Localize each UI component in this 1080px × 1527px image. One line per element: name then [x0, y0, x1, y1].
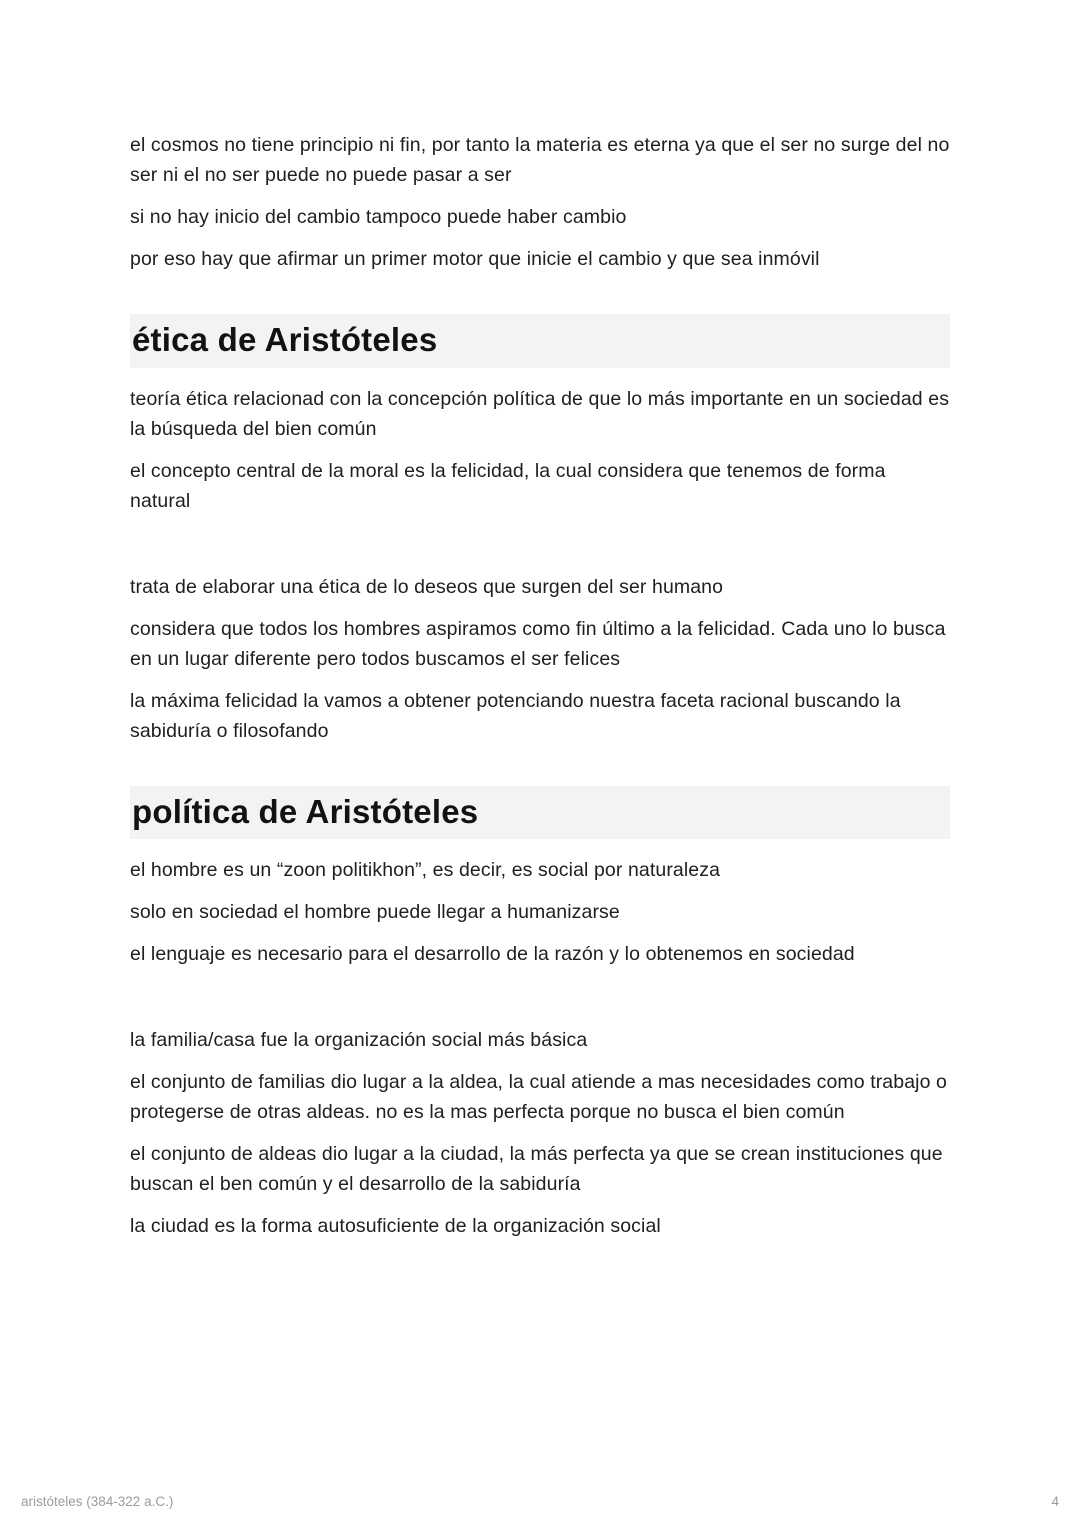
- paragraph: el hombre es un “zoon politikhon”, es decir, es social por naturaleza: [130, 859, 721, 882]
- section-etica: [130, 314, 950, 746]
- section-politica: [130, 786, 950, 1242]
- paragraph: si no hay inicio del cambio tampoco puede haber cambio: [130, 206, 627, 228]
- paragraph: trata de elaborar una ética de lo deseos que surgen del ser humano: [130, 575, 724, 598]
- paragraph: el concepto central de la moral es la felicidad, la cual considera que tenemos de forma natural: [130, 459, 886, 512]
- paragraph: el conjunto de familias dio lugar a la aldea, la cual atiende a mas necesidades como trabajo o protegerse de otras aldeas. no es la mas perfecta porque no busca el bien común: [130, 1071, 947, 1124]
- paragraph-spacer: [130, 981, 950, 1025]
- paragraph: el lenguaje es necesario para el desarrollo de la razón y lo obtenemos en sociedad: [130, 943, 855, 966]
- paragraph: teoría ética relacionad con la concepción política de que lo más importante en un sociedad es la búsqueda del bien común: [130, 387, 950, 440]
- footer-page-number: 4: [1051, 1494, 1059, 1509]
- paragraph: por eso hay que afirmar un primer motor que inicie el cambio y que sea inmóvil: [130, 248, 820, 270]
- paragraph: la familia/casa fue la organización social más básica: [130, 1029, 588, 1052]
- section-heading-etica: ética de Aristóteles: [130, 314, 950, 368]
- paragraph: solo en sociedad el hombre puede llegar a humanizarse: [130, 901, 620, 924]
- footer-document-title: aristóteles (384-322 a.C.): [21, 1494, 174, 1509]
- page-footer: [0, 1494, 1080, 1509]
- paragraph: el cosmos no tiene principio ni fin, por tanto la materia es eterna ya que el ser no surge del no ser ni el no ser puede no puede pasar a ser: [130, 134, 950, 186]
- paragraph: la ciudad es la forma autosuficiente de la organización social: [130, 1215, 661, 1238]
- section-heading-politica: política de Aristóteles: [130, 786, 950, 840]
- paragraph: la máxima felicidad la vamos a obtener potenciando nuestra faceta racional buscando la sabiduría o filosofando: [130, 689, 901, 742]
- paragraph: el conjunto de aldeas dio lugar a la ciudad, la más perfecta ya que se crean instituciones que buscan el ben común y el desarrollo de la sabiduría: [130, 1143, 943, 1196]
- paragraph: considera que todos los hombres aspiramos como fin último a la felicidad. Cada uno lo busca en un lugar diferente pero todos buscamos el ser felices: [130, 617, 946, 670]
- paragraph-spacer: [130, 528, 950, 572]
